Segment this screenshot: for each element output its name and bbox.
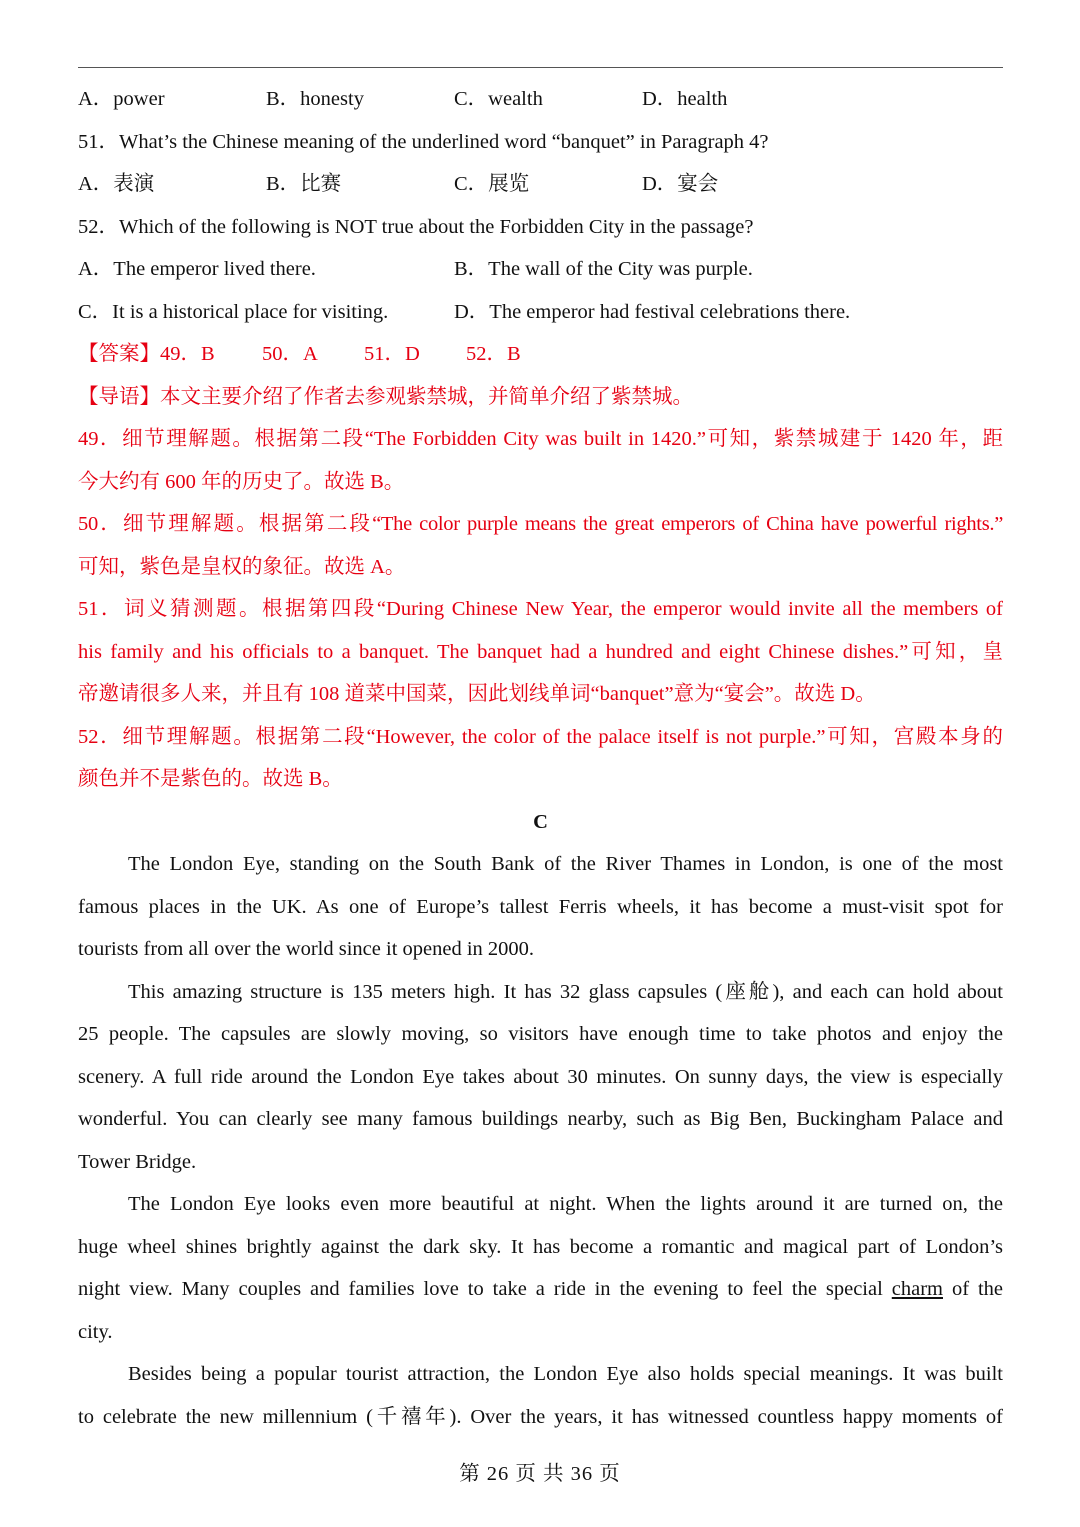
answer-51: 51．D	[364, 343, 420, 365]
explanation-line: 今大约有 600 年的历史了。故选 B。	[78, 470, 405, 493]
header-rule	[78, 67, 1003, 68]
passage-text: of the	[951, 1278, 1003, 1300]
q50-options	[78, 78, 1003, 121]
answer-50: 50．A	[262, 343, 318, 365]
q50-option-d: D．health	[642, 88, 728, 110]
answer-49: 49．B	[160, 343, 215, 365]
q52-option-b: B．The wall of the City was purple.	[454, 258, 753, 280]
passage-line: The London Eye looks even more beautiful at night. When the lights around it are turned on, the	[128, 1193, 1003, 1215]
explanation-line: 49．细节理解题。根据第二段“The Forbidden City was built in 1420.”可知，紫禁城建于 1420 年，距	[78, 428, 1003, 450]
passage-line: to celebrate the new millennium (千禧年). Over the years, it has witnessed countless happy moments of	[78, 1405, 1003, 1428]
passage-line: city.	[78, 1320, 113, 1343]
q50-option-a: A．power	[78, 88, 165, 110]
passage-line: scenery. A full ride around the London Eye takes about 30 minutes. On sunny days, the view is especially	[78, 1065, 1003, 1088]
explanation-line: 51．词义猜测题。根据第四段“During Chinese New Year, the emperor would invite all the members of	[78, 598, 1003, 620]
q52-option-a: A．The emperor lived there.	[78, 258, 316, 280]
passage-line: huge wheel shines brightly against the dark sky. It has become a romantic and magical part of London’s	[78, 1235, 1003, 1258]
q50-option-c: C．wealth	[454, 88, 543, 110]
passage-line: 25 people. The capsules are slowly moving, so visitors have enough time to take photos and enjoy the	[78, 1023, 1003, 1045]
passage-line: The London Eye, standing on the South Bank of the River Thames in London, is one of the most	[128, 853, 1003, 875]
passage-line: Besides being a popular tourist attraction, the London Eye also holds special meanings. It was built	[128, 1363, 1003, 1385]
answer-key	[78, 333, 1003, 376]
q51-question: 51．What’s the Chinese meaning of the underlined word “banquet” in Paragraph 4?	[78, 130, 769, 153]
q51-option-a: A．表演	[78, 173, 155, 195]
guide-text: 【导语】本文主要介绍了作者去参观紫禁城，并简单介绍了紫禁城。	[78, 385, 693, 408]
q52-options-row2	[78, 291, 1003, 334]
passage-line: wonderful. You can clearly see many famous buildings nearby, such as Big Ben, Buckingham Palace and	[78, 1108, 1003, 1130]
passage-line: famous places in the UK. As one of Europe’s tallest Ferris wheels, it has become a must-visit spot for	[78, 895, 1003, 918]
answer-52: 52．B	[466, 343, 521, 365]
section-heading: C	[533, 810, 548, 833]
passage-line	[78, 1268, 1003, 1311]
explanation-line: 颜色并不是紫色的。故选 B。	[78, 768, 343, 790]
explanation-line: 可知，紫色是皇权的象征。故选 A。	[78, 555, 406, 578]
page-content	[78, 78, 1003, 1438]
q50-option-b: B．honesty	[266, 88, 364, 110]
answer-label: 【答案】	[78, 343, 160, 365]
passage-text: night view. Many couples and families love to take a ride in the evening to feel the special	[78, 1278, 883, 1300]
q51-option-b: B．比赛	[266, 173, 342, 195]
q51-option-c: C．展览	[454, 173, 530, 195]
q52-options-row1	[78, 248, 1003, 291]
explanation-line: his family and his officials to a banquet. The banquet had a hundred and eight Chinese dishes.”可知，皇	[78, 640, 1003, 663]
q51-option-d: D．宴会	[642, 173, 719, 195]
explanation-line: 帝邀请很多人来，并且有 108 道菜中国菜，因此划线单词“banquet”意为“宴会”。故选 D。	[78, 683, 876, 705]
q51-options	[78, 163, 1003, 206]
passage-line: tourists from all over the world since it opened in 2000.	[78, 938, 535, 960]
page-footer: 第 26 页 共 36 页	[459, 1463, 621, 1485]
q52-question: 52．Which of the following is NOT true about the Forbidden City in the passage?	[78, 215, 754, 238]
passage-line: Tower Bridge.	[78, 1150, 197, 1173]
underlined-word-charm: charm	[891, 1278, 943, 1300]
explanation-line: 52．细节理解题。根据第二段“However, the color of the palace itself is not purple.”可知，宫殿本身的	[78, 725, 1003, 748]
q52-option-c: C．It is a historical place for visiting.	[78, 300, 389, 323]
passage-line: This amazing structure is 135 meters high. It has 32 glass capsules (座舱), and each can hold about	[128, 980, 1003, 1003]
explanation-line: 50．细节理解题。根据第二段“The color purple means the great emperors of China have powerful rights.”	[78, 513, 1003, 535]
q52-option-d: D．The emperor had festival celebrations there.	[454, 300, 851, 323]
